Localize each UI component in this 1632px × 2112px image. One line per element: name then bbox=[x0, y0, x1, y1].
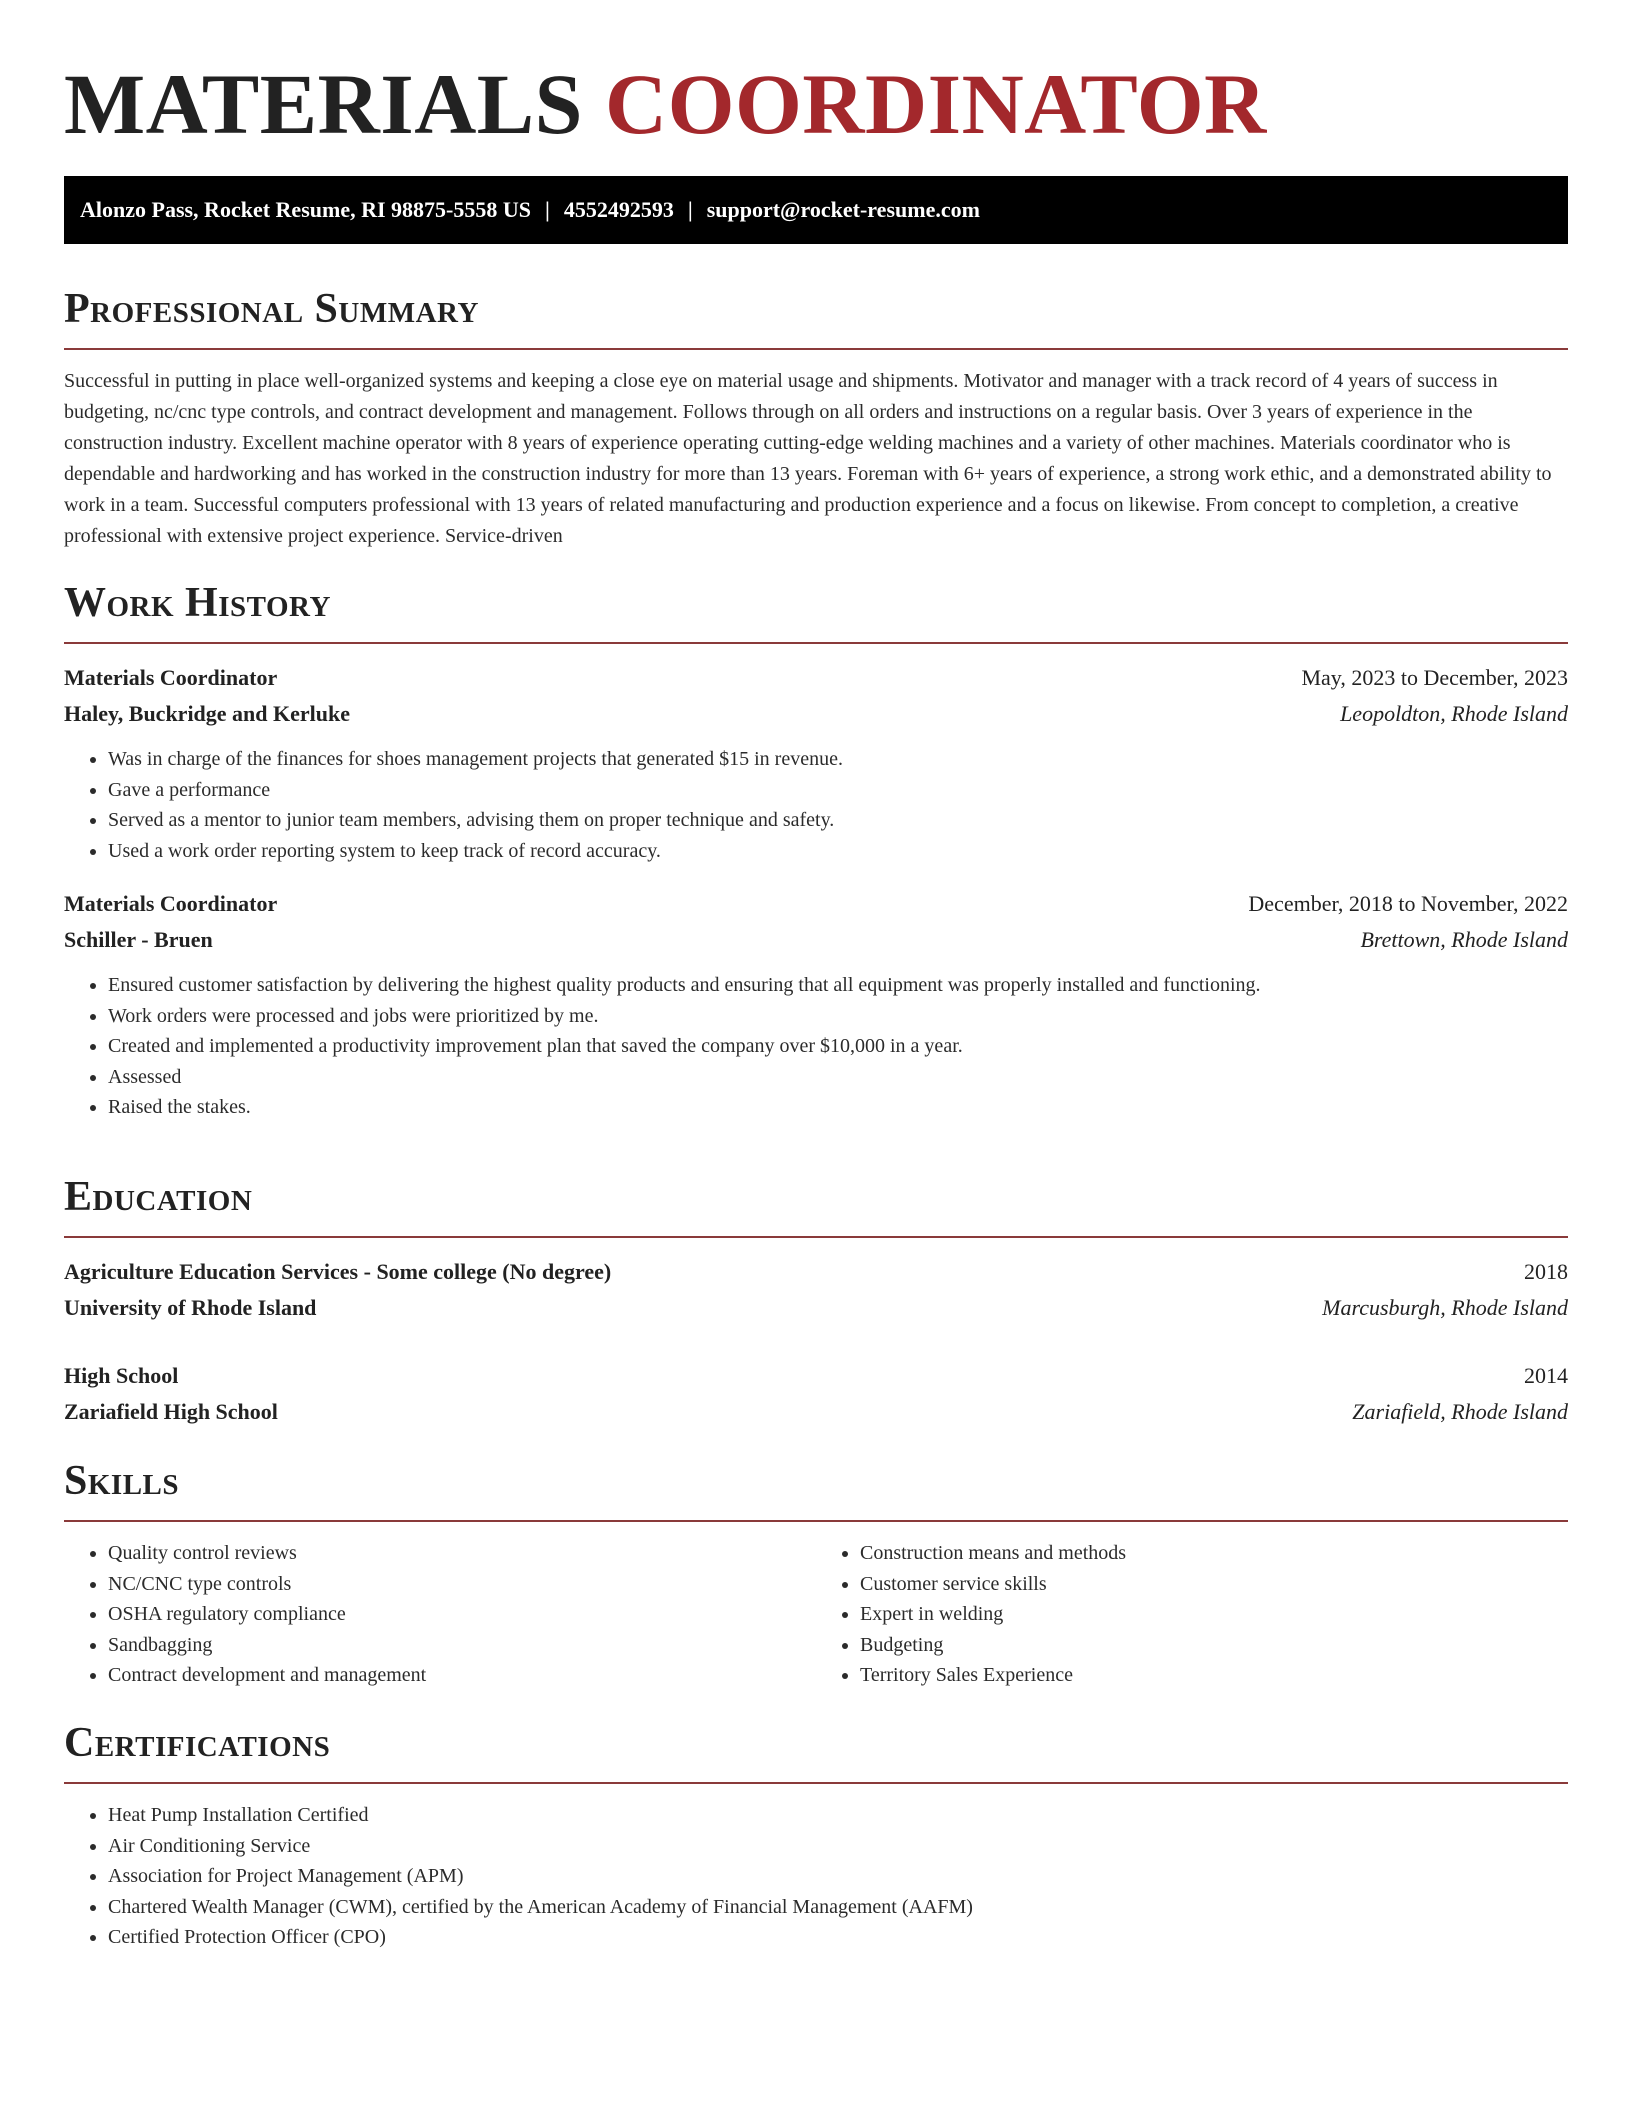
title-accent: COORDINATOR bbox=[605, 56, 1267, 152]
skill-item: • NC/CNC type controls bbox=[108, 1569, 816, 1600]
skill-item: • Quality control reviews bbox=[108, 1538, 816, 1569]
skill-item: • Expert in welding bbox=[860, 1599, 1568, 1630]
job-company: Schiller - Bruen bbox=[64, 927, 213, 952]
summary-text: Successful in putting in place well-organized systems and keeping a close eye on material usage and shipments. Motivator and manager with a track record of 4 years of success in budgeting, nc/cnc type controls, and contract development and management. Follows through on all orders and instructions on a regular basis. Over 3 years of experience in the construction industry. Excellent machine operator with 8 years of experience operating cutting-edge welding machines and a variety of other machines. Materials coordinator who is dependable and hardworking and has worked in the construction industry for more than 13 years. Foreman with 6+ years of experience, a strong work ethic, and a demonstrated ability to work in a team. Successful computers professional with 13 years of related manufacturing and production experience and a focus on likewise. From concept to completion, a creative professional with extensive project experience. Service-driven bbox=[64, 370, 1552, 547]
section-divider bbox=[64, 642, 1568, 644]
certification-item: • Association for Project Management (APM) bbox=[108, 1861, 1568, 1892]
title-main: MATERIALS bbox=[64, 56, 583, 152]
job-dates: December, 2018 to November, 2022 bbox=[1248, 891, 1568, 916]
section-divider bbox=[64, 1236, 1568, 1238]
section-divider bbox=[64, 1782, 1568, 1784]
job-company-row bbox=[64, 696, 1568, 732]
job-company: Haley, Buckridge and Kerluke bbox=[64, 701, 351, 726]
education-degree: Agriculture Education Services - Some college (No degree) bbox=[64, 1259, 612, 1284]
skills-list-right bbox=[816, 1538, 1568, 1691]
contact-separator: | bbox=[687, 197, 693, 222]
job-title: Materials Coordinator bbox=[64, 891, 278, 916]
section-heading: Skills bbox=[64, 1458, 180, 1504]
work-history-section bbox=[64, 578, 1568, 1123]
job-bullets bbox=[64, 970, 1568, 1123]
skill-item: • Sandbagging bbox=[108, 1630, 816, 1661]
skills-list-left bbox=[64, 1538, 816, 1691]
certification-item: • Chartered Wealth Manager (CWM), certified by the American Academy of Financial Management (AAFM) bbox=[108, 1892, 1568, 1923]
certification-item: • Heat Pump Installation Certified bbox=[108, 1800, 1568, 1831]
education-school: Zariafield High School bbox=[64, 1399, 278, 1424]
education-location: Marcusburgh, Rhode Island bbox=[1322, 1295, 1568, 1320]
contact-separator: | bbox=[544, 197, 550, 222]
list-item: • Work orders were processed and jobs were prioritized by me. bbox=[108, 1001, 1568, 1032]
contact-email: support@rocket-resume.com bbox=[706, 197, 980, 222]
section-heading: Certifications bbox=[64, 1720, 331, 1766]
education-school-row bbox=[64, 1394, 1568, 1430]
list-item: • Used a work order reporting system to keep track of record accuracy. bbox=[108, 836, 1568, 867]
job-header-row bbox=[64, 660, 1568, 696]
contact-phone: 4552492593 bbox=[563, 197, 674, 222]
certification-item: • Certified Protection Officer (CPO) bbox=[108, 1922, 1568, 1953]
contact-bar bbox=[64, 176, 1568, 244]
education-location: Zariafield, Rhode Island bbox=[1352, 1399, 1568, 1424]
section-heading: Work History bbox=[64, 580, 331, 626]
skill-item: • Customer service skills bbox=[860, 1569, 1568, 1600]
list-item: • Ensured customer satisfaction by delivering the highest quality products and ensuring that all equipment was properly installed and functioning. bbox=[108, 970, 1568, 1001]
education-degree: High School bbox=[64, 1363, 179, 1388]
skills-section bbox=[64, 1456, 1568, 1691]
education-school: University of Rhode Island bbox=[64, 1295, 317, 1320]
resume-title bbox=[64, 0, 1568, 150]
job-bullets bbox=[64, 744, 1568, 866]
list-item: • Assessed bbox=[108, 1062, 1568, 1093]
skill-item: • Construction means and methods bbox=[860, 1538, 1568, 1569]
job-entry bbox=[64, 886, 1568, 1123]
education-section bbox=[64, 1172, 1568, 1430]
certifications-section bbox=[64, 1718, 1568, 1953]
list-item: • Was in charge of the finances for shoes management projects that generated $15 in revenue. bbox=[108, 744, 1568, 775]
education-school-row bbox=[64, 1290, 1568, 1326]
section-heading: Education bbox=[64, 1174, 253, 1220]
list-item: • Raised the stakes. bbox=[108, 1092, 1568, 1123]
job-location: Brettown, Rhode Island bbox=[1360, 927, 1568, 952]
contact-address: Alonzo Pass, Rocket Resume, RI 98875-5558 US bbox=[80, 197, 531, 222]
skills-columns bbox=[64, 1522, 1568, 1691]
skill-item: • OSHA regulatory compliance bbox=[108, 1599, 816, 1630]
skill-item: • Territory Sales Experience bbox=[860, 1660, 1568, 1691]
job-entry bbox=[64, 660, 1568, 866]
job-dates: May, 2023 to December, 2023 bbox=[1301, 665, 1568, 690]
section-heading: Professional Summary bbox=[64, 286, 479, 332]
job-header-row bbox=[64, 886, 1568, 922]
education-header-row bbox=[64, 1254, 1568, 1290]
certification-item: • Air Conditioning Service bbox=[108, 1831, 1568, 1862]
education-entry bbox=[64, 1358, 1568, 1430]
job-title: Materials Coordinator bbox=[64, 665, 278, 690]
summary-section bbox=[64, 284, 1568, 552]
education-year: 2014 bbox=[1524, 1363, 1568, 1388]
education-year: 2018 bbox=[1524, 1259, 1568, 1284]
skill-item: • Budgeting bbox=[860, 1630, 1568, 1661]
section-divider bbox=[64, 348, 1568, 350]
skill-item: • Contract development and management bbox=[108, 1660, 816, 1691]
list-item: • Served as a mentor to junior team members, advising them on proper technique and safety. bbox=[108, 805, 1568, 836]
list-item: • Gave a performance bbox=[108, 775, 1568, 806]
certifications-list bbox=[64, 1800, 1568, 1953]
job-location: Leopoldton, Rhode Island bbox=[1340, 701, 1568, 726]
education-entry bbox=[64, 1254, 1568, 1326]
list-item: • Created and implemented a productivity improvement plan that saved the company over $10,000 in a year. bbox=[108, 1031, 1568, 1062]
job-company-row bbox=[64, 922, 1568, 958]
education-header-row bbox=[64, 1358, 1568, 1394]
